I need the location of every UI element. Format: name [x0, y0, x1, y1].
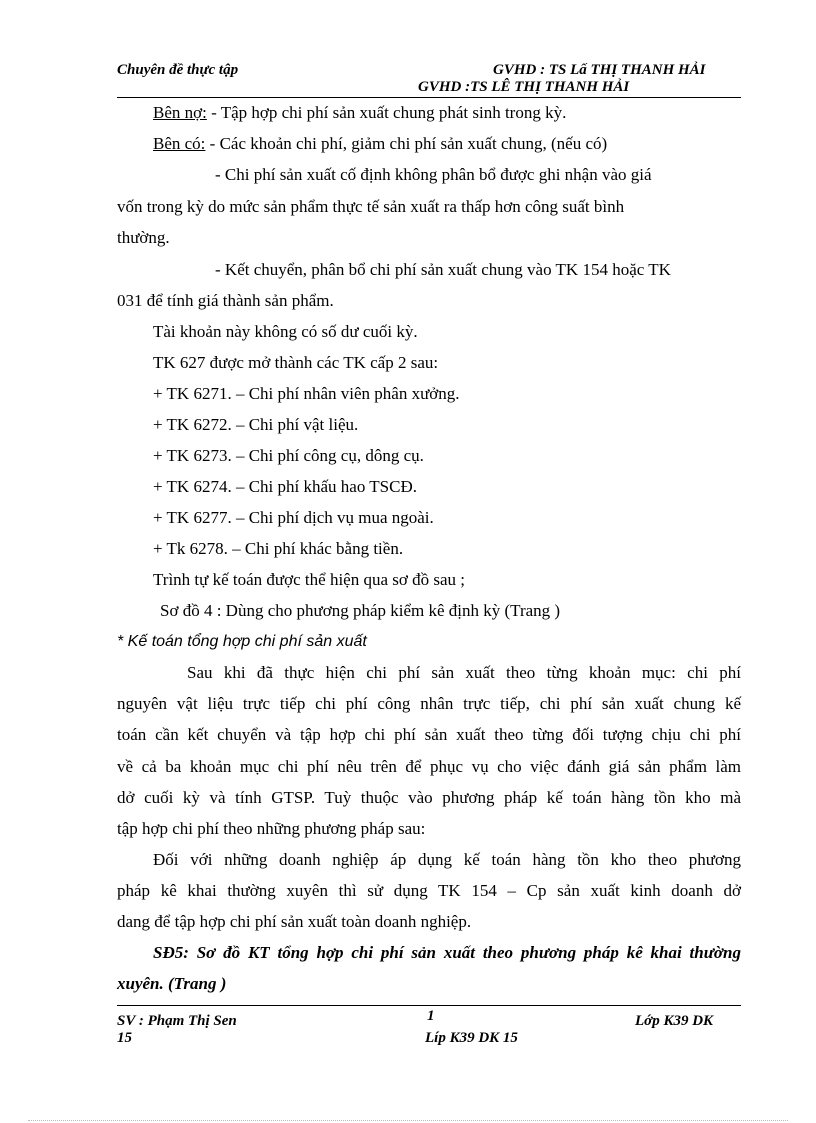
p3-line: tập hợp chi phí theo những phương pháp sau: [117, 819, 426, 838]
p2-line2: 031 để tính giá thành sản phẩm. [117, 291, 334, 310]
ben-no-line [153, 103, 566, 123]
sub-account-item: + TK 6272. – Chi phí vật liệu. [153, 415, 359, 434]
header-right-line2: GVHD :TS LÊ THỊ THANH HẢI [418, 79, 630, 95]
ben-no-label: Bên nợ: [153, 103, 207, 122]
sd5-caption-line2: xuyên. (Trang ) [117, 974, 227, 993]
page-edge-dotted-line [28, 1120, 788, 1121]
sub-account-item: + Tk 6278. – Chi phí khác bằng tiền. [153, 539, 404, 558]
header-left: Chuyên đề thực tập [117, 62, 239, 78]
p2-line1: - Kết chuyển, phân bổ chi phí sản xuất chung vào TK 154 hoặc TK [215, 260, 671, 279]
p3-line: nguyên vật liệu trực tiếp chi phí công nhân trực tiếp, chi phí sản xuất chung kế [117, 694, 741, 713]
header-rule [117, 97, 741, 98]
sub-account-item: + TK 6271. – Chi phí nhân viên phân xưởng. [153, 384, 460, 403]
p1-line2: vốn trong kỳ do mức sản phẩm thực tế sản xuất ra thấp hơn công suất bình [117, 197, 625, 216]
ben-co-text: - Các khoản chi phí, giảm chi phí sản xuất chung, (nếu có) [205, 134, 608, 153]
no-balance-line: Tài khoản này không có số dư cuối kỳ. [153, 322, 418, 341]
ben-no-text: - Tập hợp chi phí sản xuất chung phát sinh trong kỳ. [206, 103, 567, 122]
p3-line: dở cuối kỳ và tính GTSP. Tuỳ thuộc vào phương pháp kế toán hàng tồn kho mà [117, 788, 741, 807]
footer-student-line2: 15 [117, 1030, 132, 1046]
sub-account-item: + TK 6274. – Chi phí khấu hao TSCĐ. [153, 477, 417, 496]
p3-line: Sau khi đã thực hiện chi phí sản xuất theo từng khoản mục: chi phí [187, 663, 741, 682]
header-right-line1: GVHD : TS Lấ THỊ THANH HẢI [493, 62, 706, 78]
footer-page-number: 1 [427, 1008, 435, 1024]
p3-line: toán cần kết chuyển và tập hợp chi phí sản xuất theo từng đối tượng chịu chi phí [117, 725, 741, 744]
sub-account-item: + TK 6277. – Chi phí dịch vụ mua ngoài. [153, 508, 434, 527]
sub-accounts-intro: TK 627 được mở thành các TK cấp 2 sau: [153, 353, 439, 372]
footer-class-right: Lớp K39 DK [635, 1013, 714, 1029]
ben-co-label: Bên có: [153, 134, 206, 153]
sd5-caption-line1: SĐ5: Sơ đồ KT tổng hợp chi phí sản xuất theo phương pháp kê khai thường [153, 943, 741, 962]
p3-line: về cả ba khoản mục chi phí nêu trên để phục vụ cho việc đánh giá sản phẩm làm [117, 757, 741, 776]
p1-line3: thường. [117, 228, 170, 247]
ben-co-line [153, 134, 607, 154]
sequence-intro: Trình tự kế toán được thể hiện qua sơ đồ sau ; [153, 570, 465, 589]
sub-account-item: + TK 6273. – Chi phí công cụ, dông cụ. [153, 446, 424, 465]
section-heading: * Kế toán tổng hợp chi phí sản xuất [117, 633, 367, 650]
p4-line: dang để tập hợp chi phí sản xuất toàn doanh nghiệp. [117, 912, 472, 931]
p4-line: Đối với những doanh nghiệp áp dụng kế toán hàng tồn kho theo phương [153, 850, 741, 869]
footer-rule [117, 1005, 741, 1006]
p1-line1: - Chi phí sản xuất cố định không phân bổ được ghi nhận vào giá [215, 165, 652, 184]
p4-line: pháp kê khai thường xuyên thì sử dụng TK 154 – Cp sản xuất kinh doanh dở [117, 881, 741, 900]
footer-class-center: Líp K39 DK 15 [425, 1030, 518, 1046]
footer-student: SV : Phạm Thị Sen [117, 1013, 237, 1029]
diagram4-caption: Sơ đồ 4 : Dùng cho phương pháp kiểm kê định kỳ (Trang ) [160, 601, 561, 620]
